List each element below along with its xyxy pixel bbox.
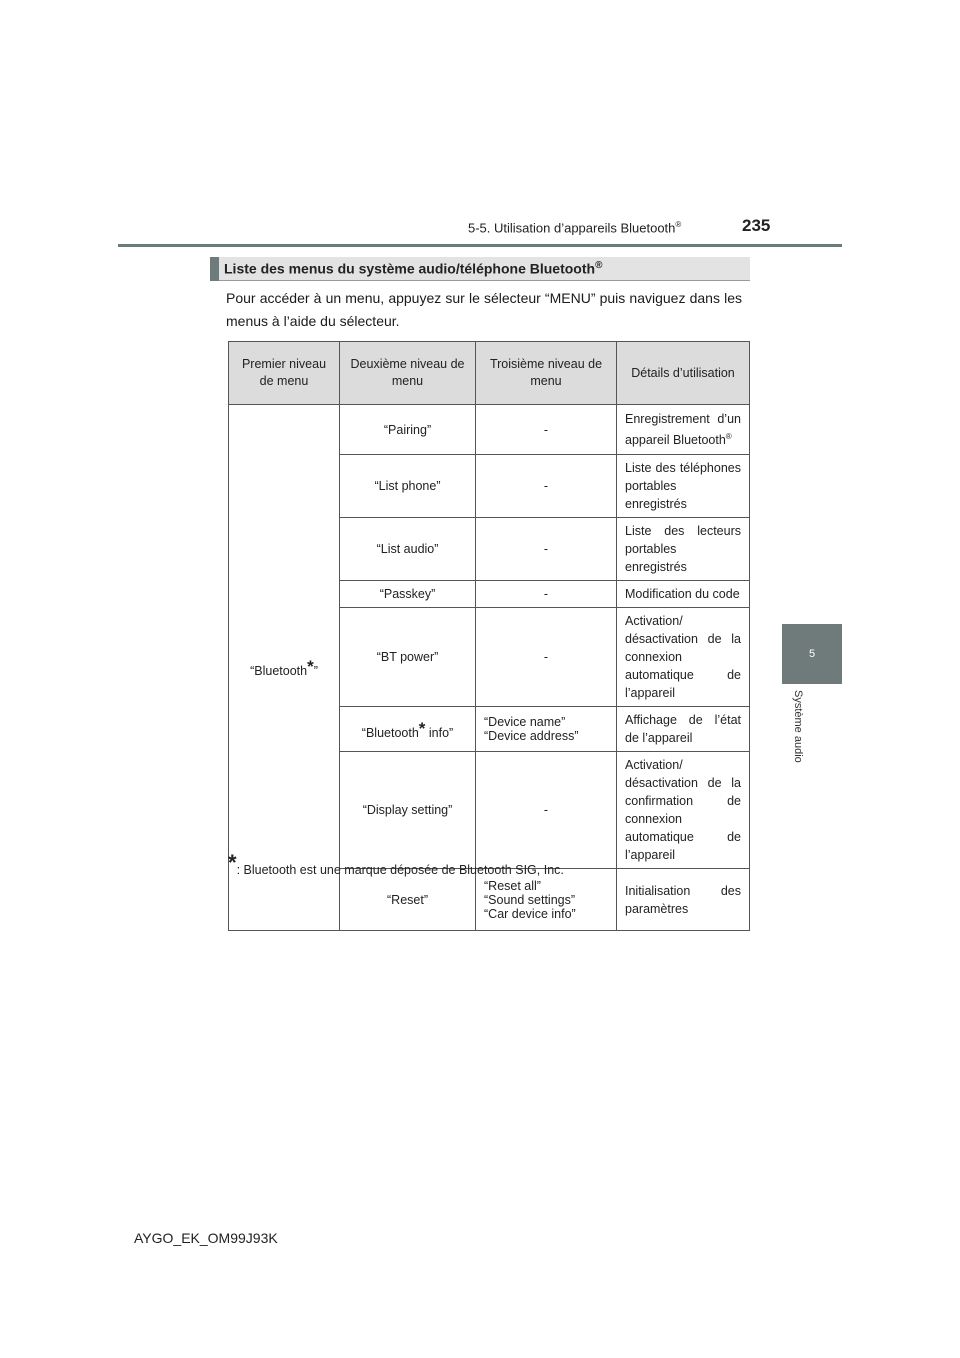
model-code: AYGO_EK_OM99J93K [134, 1230, 278, 1246]
third-level-line: “Reset all” [484, 878, 541, 893]
first-level-label: “Bluetooth [250, 664, 308, 678]
footnote [228, 850, 564, 877]
second-level-cell: “Reset” [340, 869, 476, 931]
footnote-asterisk: * [228, 850, 237, 875]
chapter-number: 5 [808, 648, 816, 660]
details-text: Enregistrement d’un appareil Bluetooth [625, 411, 741, 448]
heading-label: Liste des menus du système audio/téléphone Bluetooth [224, 260, 596, 277]
details-cell: Activation/ désactivation de la connexion automatique de l’appareil [617, 608, 750, 707]
header-cell: Troisième niveau de menu [476, 342, 617, 405]
header-cell: Premier niveau de menu [229, 342, 340, 405]
third-level-cell [476, 869, 617, 931]
third-level-line: “Device address” [484, 729, 579, 743]
details-cell: Affichage de l’état de l’appareil [617, 707, 750, 752]
details-cell: Initialisation des paramètres [617, 869, 750, 931]
second-level-label: “Bluetooth [361, 725, 419, 740]
menu-table [228, 341, 750, 931]
details-registered-mark: ® [725, 431, 732, 441]
third-level-line: “Device name” [484, 715, 566, 729]
chapter-tab [782, 624, 842, 684]
third-level-cell: - [476, 752, 617, 869]
running-header-section [468, 220, 681, 235]
third-level-cell: - [476, 581, 617, 608]
header-cell: Deuxième niveau de menu [340, 342, 476, 405]
third-level-cell [476, 707, 617, 752]
third-level-cell: - [476, 455, 617, 518]
header-divider [118, 244, 842, 247]
table-header-row [229, 342, 750, 405]
section-title: 5-5. Utilisation d’appareils Bluetooth [468, 220, 676, 236]
footnote-text: : Bluetooth est une marque déposée de Bluetooth SIG, Inc. [236, 863, 564, 877]
second-level-suffix: info” [425, 725, 454, 740]
third-level-cell: - [476, 405, 617, 455]
details-cell: Liste des téléphones portables enregistrés [617, 455, 750, 518]
second-level-cell: “List phone” [340, 455, 476, 518]
details-cell: Modification du code [617, 581, 750, 608]
first-level-suffix: ” [313, 664, 318, 678]
page-number: 235 [742, 216, 771, 235]
intro-paragraph: Pour accéder à un menu, appuyez sur le sélecteur “MENU” puis naviguez dans les menus à l’aide du sélecteur. [226, 290, 742, 329]
second-level-cell [340, 707, 476, 752]
asterisk-mark: * [418, 718, 426, 738]
asterisk-mark: * [307, 657, 314, 676]
chapter-label: Système audio [792, 690, 804, 763]
section-heading [210, 257, 750, 281]
details-cell: Activation/ désactivation de la confirmation de connexion automatique de l’appareil [617, 752, 750, 869]
second-level-cell: “Passkey” [340, 581, 476, 608]
registered-mark: ® [675, 220, 682, 229]
heading-accent-bar [210, 257, 219, 281]
third-level-cell: - [476, 608, 617, 707]
section-heading-text [224, 260, 602, 277]
third-level-line: “Car device info” [484, 906, 576, 921]
details-cell [617, 405, 750, 455]
details-cell: Liste des lecteurs portables enregistrés [617, 518, 750, 581]
third-level-line: “Sound settings” [484, 892, 576, 907]
third-level-cell: - [476, 518, 617, 581]
second-level-cell: “List audio” [340, 518, 476, 581]
second-level-cell: “Pairing” [340, 405, 476, 455]
second-level-cell: “BT power” [340, 608, 476, 707]
table-row [229, 405, 750, 455]
second-level-cell: “Display setting” [340, 752, 476, 869]
header-cell: Détails d’utilisation [617, 342, 750, 405]
chapter-label-wrap [782, 690, 812, 780]
heading-registered-mark: ® [595, 260, 603, 271]
